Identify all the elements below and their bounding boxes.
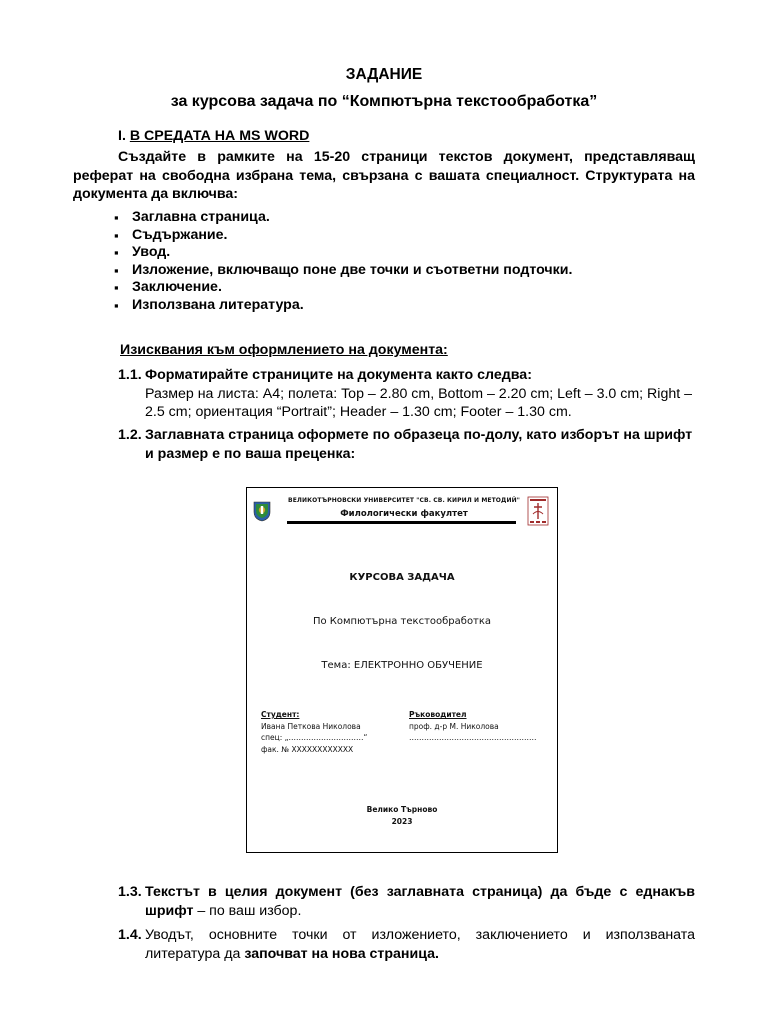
list-item: ▪ Съдържание. [112, 227, 692, 245]
item-number: 1.1. [118, 367, 142, 383]
section-prefix: I. [118, 128, 130, 144]
item-heading: започват на нова страница. [244, 945, 439, 962]
intro-paragraph: Създайте в рамките на 15-20 страници текстов документ, представляващ реферат на свободна избрана тема, свързана с вашата специалност. Структурата на документа да включва: [73, 149, 695, 202]
list-item: ▪ Увод. [112, 244, 692, 262]
section-heading [118, 127, 309, 146]
header-divider [287, 521, 516, 524]
item-number: 1.2. [118, 427, 142, 443]
sample-year: 2023 [391, 817, 413, 826]
item-heading: Форматирайте страниците на документа както следва: [145, 367, 532, 383]
list-item: ▪ Използвана литература. [112, 297, 692, 315]
item-number: 1.3. [118, 884, 142, 900]
student-specialty: спец: „…………………………“ [261, 733, 368, 742]
university-name: ВЕЛИКОТЪРНОВСКИ УНИВЕРСИТЕТ "СВ. СВ. КИРИЛ И МЕТОДИЙ" [288, 497, 520, 504]
item-text: Размер на листа: А4; полета: Top – 2.80 cm, Bottom – 2.20 cm; Left – 3.0 cm; Right – 2.5 cm; ориентация “Portrait”; Header – 1.30 cm; Footer – 1.30 cm. [145, 385, 693, 420]
structure-list [112, 209, 692, 315]
sample-city: Велико Търново [366, 805, 438, 814]
item-text: – по ваш избор. [193, 902, 302, 919]
item-heading: Заглавната страница оформете по образеца по-долу, като изборът на шрифт и размер е по ваша преценка: [145, 427, 693, 462]
supervisor-block [409, 709, 537, 744]
list-item: ▪ Заключение. [112, 279, 692, 297]
requirement-item-1-4 [118, 926, 695, 966]
student-name: Ивана Петкова Николова [261, 721, 361, 731]
university-crest-icon [253, 500, 271, 522]
item-heading: Текстът в целия документ (без заглавната страница) да бъде с еднакъв шрифт [145, 884, 695, 919]
student-faculty-number: фак. № XXXXXXXXXXXX [261, 744, 354, 754]
requirements-heading: Изисквания към оформлението на документа: [120, 342, 448, 358]
supervisor-signature-line: …………………………………………… [409, 733, 537, 742]
supervisor-name: проф. д-р М. Николова [409, 721, 499, 731]
list-item: ▪ Заглавна страница. [112, 209, 692, 227]
title-page-sample [246, 487, 558, 853]
sample-topic: Тема: ЕЛЕКТРОННО ОБУЧЕНИЕ [321, 660, 483, 671]
requirement-item-1-1 [118, 366, 695, 422]
requirement-item-1-3 [118, 883, 695, 923]
student-label: Студент: [261, 710, 300, 719]
faculty-emblem-icon [527, 496, 549, 526]
supervisor-label: Ръководител [409, 710, 467, 719]
section-heading-text: В СРЕДАТА НА MS WORD [129, 128, 310, 144]
item-number: 1.4. [118, 927, 142, 943]
list-item: ▪ Изложение, включващо поне две точки и съответни подточки. [112, 262, 692, 280]
document-subtitle: за курсова задача по “Компютърна текстообработка” [170, 93, 598, 110]
faculty-name: Филологически факултет [340, 509, 468, 519]
sample-doc-title: КУРСОВА ЗАДАЧА [349, 572, 455, 583]
document-title: ЗАДАНИЕ [345, 66, 423, 83]
requirement-item-1-2 [118, 426, 695, 466]
student-block [261, 709, 367, 755]
item-text: Уводът, основните точки от изложението, заключението и използваната литература да [145, 927, 695, 962]
sample-course: По Компютърна текстообработка [312, 616, 492, 627]
